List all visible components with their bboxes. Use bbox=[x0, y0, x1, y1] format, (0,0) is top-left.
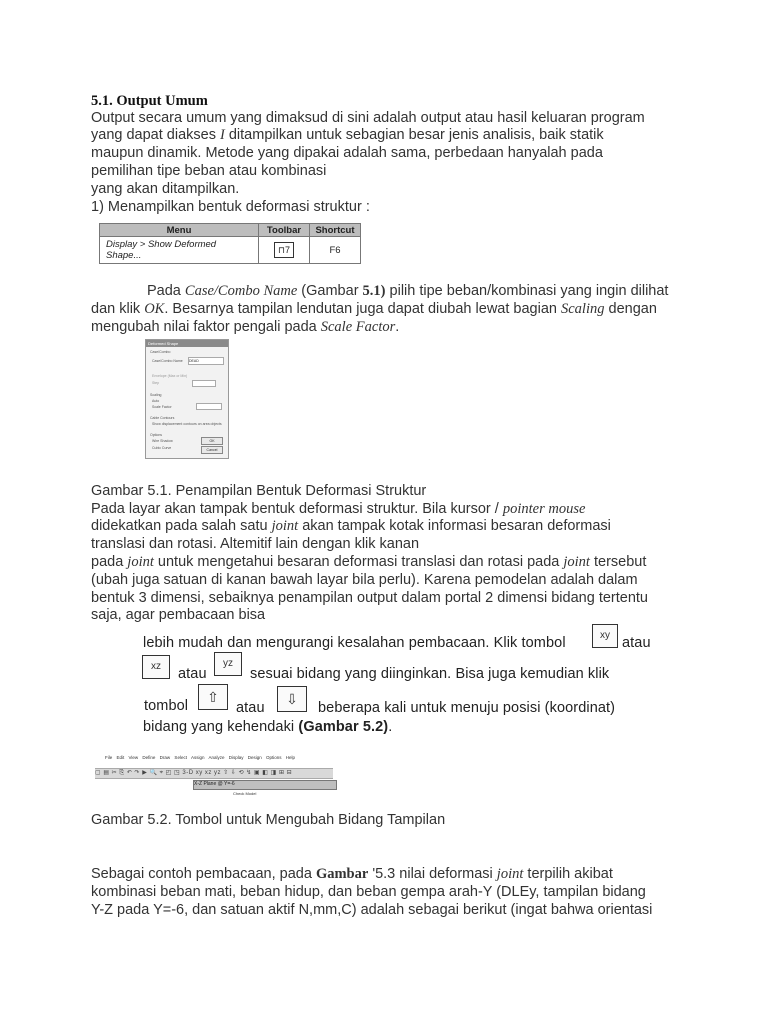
table-header-menu: Menu bbox=[100, 224, 259, 237]
dialog-section-case: Case/Combo bbox=[150, 350, 171, 354]
table-cell-shortcut: F6 bbox=[310, 237, 361, 264]
case-combo-select[interactable]: DEAD bbox=[188, 357, 224, 365]
dialog-section-scaling: Scaling bbox=[150, 393, 162, 397]
contour-checkbox[interactable]: Show displacement contours on area objects bbox=[152, 422, 222, 426]
wire-shadow-checkbox[interactable]: Wire Shadow bbox=[152, 439, 173, 443]
scan-line-3-c: beberapa kali untuk menuju posisi (koordinat) bbox=[318, 700, 616, 716]
intro-line-4: pemilihan tipe beban atau kombinasi bbox=[91, 163, 327, 179]
dialog-title: Deformed Shape bbox=[146, 340, 228, 347]
para3-line-2: didekatkan pada salah satu joint akan tampak kotak informasi besaran deformasi bbox=[91, 518, 611, 534]
intro-line-3: maupun dinamik. Metode yang dipakai adalah sama, perbedaan hanyalah pada bbox=[91, 145, 603, 161]
table-header-shortcut: Shortcut bbox=[310, 224, 361, 237]
dialog-ok-button[interactable]: OK bbox=[201, 437, 223, 445]
move-up-icon: ⇧ bbox=[198, 684, 228, 710]
scaling-auto-radio[interactable]: Auto bbox=[152, 399, 160, 403]
sap-toolbar-strip bbox=[93, 755, 333, 803]
section-heading: 5.1. Output Umum bbox=[91, 93, 208, 109]
para2-line-1: Pada Case/Combo Name (Gambar 5.1) pilih tipe beban/kombinasi yang ingin dilihat bbox=[147, 283, 669, 299]
scan-line-4: bidang yang kehendaki (Gambar 5.2). bbox=[143, 719, 393, 735]
scale-factor-input[interactable] bbox=[196, 403, 222, 410]
para3-line-5: (ubah juga satuan di kanan bawah layar bila perlu). Karena pemodelan adalah dalam bbox=[91, 572, 638, 588]
toolbar-icon-row: ▢ ▤ ✂ ⎘ ↶ ↷ ▶ 🔍 ⌖ ◰ ◳ 3-D xy xz yz ⇧ ⇩ ⟲ ↯ ▣ ◧ ◨ ⊞ ⊟ bbox=[95, 768, 333, 779]
dialog-section-contours: Cable Contours bbox=[150, 416, 175, 420]
dialog-multivalued-2: Step bbox=[152, 381, 160, 385]
dialog-case-label: Case/Combo Name bbox=[152, 359, 183, 363]
toolbar-window-label: Check Model bbox=[233, 791, 257, 796]
toolbar-menu-bar: File Edit View Define Draw Select Assign Analyze Display Design Options Help bbox=[105, 755, 295, 760]
dialog-cancel-button[interactable]: Cancel bbox=[201, 446, 223, 454]
table-cell-toolbar bbox=[259, 237, 310, 264]
step-field[interactable] bbox=[192, 380, 216, 387]
table-header-toolbar: Toolbar bbox=[259, 224, 310, 237]
para2-line-3: mengubah nilai faktor pengali pada Scale Factor. bbox=[91, 319, 400, 335]
cubic-curve-checkbox[interactable]: Cubic Curve bbox=[152, 446, 172, 450]
para2-line-2: dan klik OK. Besarnya tampilan lendutan juga dapat diubah lewat bagian Scaling dengan bbox=[91, 301, 657, 317]
scan-line-1-end: atau bbox=[622, 635, 651, 651]
scan-line-2-b: sesuai bidang yang diinginkan. Bisa juga kemudian klik bbox=[250, 666, 610, 682]
para3-line-7: saja, agar pembacaan bisa bbox=[91, 607, 266, 623]
para3-line-4: pada joint untuk mengetahui besaran deformasi translasi dan rotasi pada joint tersebut bbox=[91, 554, 647, 570]
xy-view-icon: xy bbox=[592, 624, 618, 648]
figure-caption-5-1: Gambar 5.1. Penampilan Bentuk Deformasi Struktur bbox=[91, 483, 427, 499]
dialog-section-options: Options bbox=[150, 433, 163, 437]
intro-line-1: Output secara umum yang dimaksud di sini adalah output atau hasil keluaran program bbox=[91, 110, 645, 126]
para4-line-3: Y-Z pada Y=-6, dan satuan aktif N,mm,C) adalah sebagai berikut (ingat bahwa orientasi bbox=[91, 902, 653, 918]
deformed-shape-dialog bbox=[145, 339, 229, 459]
scan-line-2-a: atau bbox=[178, 666, 207, 682]
para4-line-1: Sebagai contoh pembacaan, pada Gambar '5.3 nilai deformasi joint terpilih akibat bbox=[91, 866, 613, 882]
yz-view-icon: yz bbox=[214, 652, 242, 676]
scan-line-3-b: atau bbox=[236, 700, 265, 716]
scan-line-1: lebih mudah dan mengurangi kesalahan pembacaan. Klik tombol bbox=[143, 635, 566, 651]
deformed-shape-icon: ⊓7 bbox=[274, 242, 294, 258]
para3-line-3: translasi dan rotasi. Altemitif lain dengan klik kanan bbox=[91, 536, 420, 552]
xz-view-icon: xz bbox=[142, 655, 170, 679]
move-down-icon: ⇩ bbox=[277, 686, 307, 712]
intro-line-2: yang dapat diakses I ditampilkan untuk sebagian besar jenis analisis, baik statik bbox=[91, 127, 604, 143]
intro-line-6: 1) Menampilkan bentuk deformasi struktur : bbox=[91, 199, 370, 215]
toolbar-window-title: X-Z Plane @ Y=-6 bbox=[193, 780, 337, 790]
para3-line-6: bentuk 3 dimensi, sebaiknya penampilan output dalam portal 2 dimensi bidang tertentu bbox=[91, 590, 648, 606]
figure-caption-5-2: Gambar 5.2. Tombol untuk Mengubah Bidang Tampilan bbox=[91, 812, 446, 828]
para4-line-2: kombinasi beban mati, beban hidup, dan beban gempa arah-Y (DLEy, tampilan bidang bbox=[91, 884, 646, 900]
intro-line-5: yang akan ditampilkan. bbox=[91, 181, 240, 197]
table-cell-menu: Display > Show Deformed Shape... bbox=[100, 237, 259, 264]
scaling-scale-factor-radio[interactable]: Scale Factor bbox=[152, 405, 172, 409]
menu-shortcut-table bbox=[99, 223, 361, 264]
scan-line-3-a: tombol bbox=[144, 698, 189, 714]
dialog-multivalued-1: Envelope (Max or Min) bbox=[152, 374, 188, 378]
para3-line-1: Pada layar akan tampak bentuk deformasi struktur. Bila kursor / pointer mouse bbox=[91, 501, 586, 517]
